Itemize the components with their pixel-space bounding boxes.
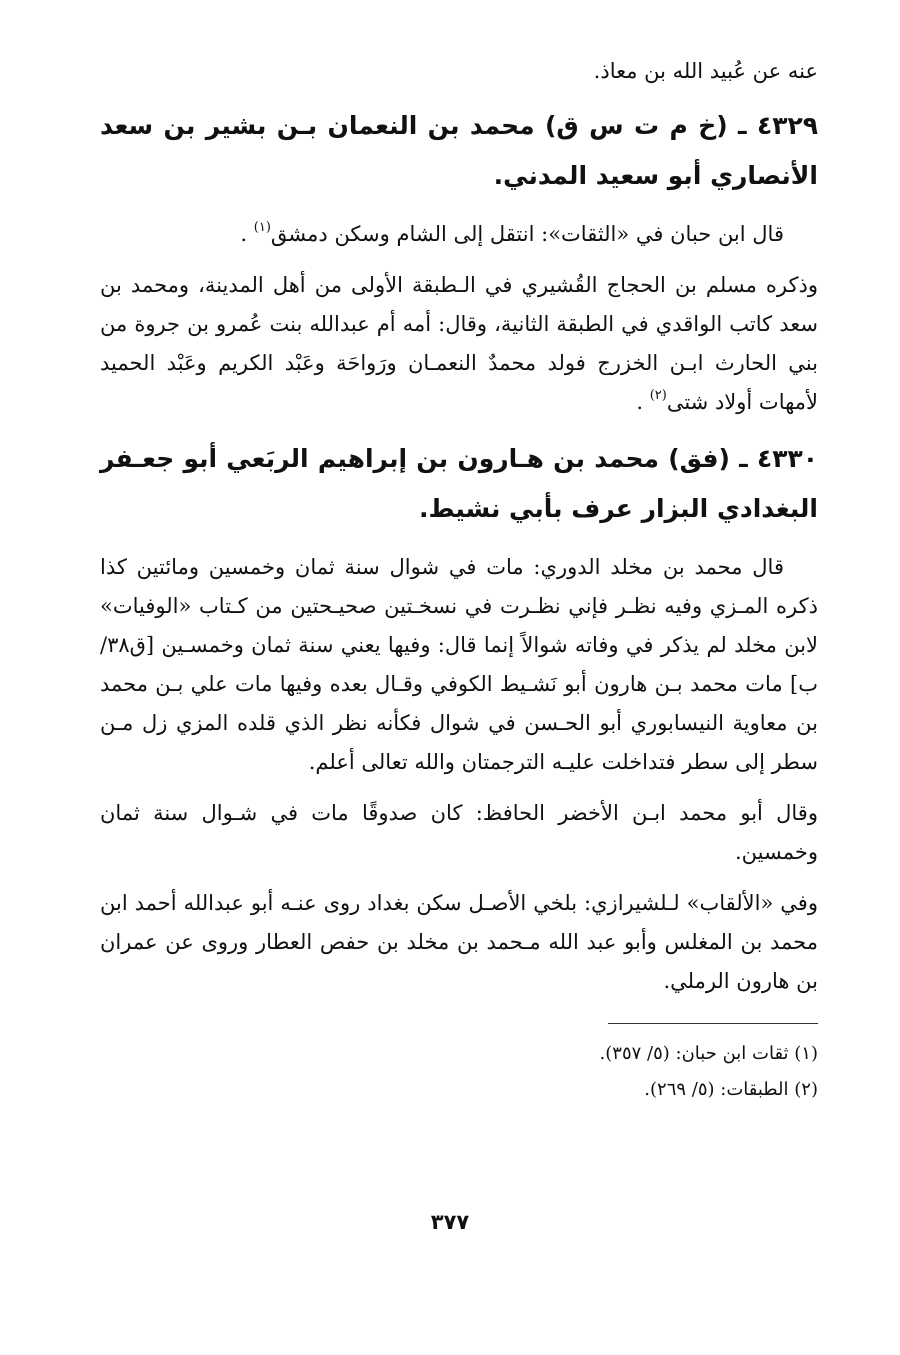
entry-4329-paragraph-2 [100, 266, 818, 422]
book-page [100, 52, 818, 1108]
footnote-marker-1: (١) [253, 220, 271, 235]
entry-4329-paragraph-2-end: . [636, 390, 650, 414]
entry-4329-paragraph-1-text: قال ابن حبان في «الثقات»: انتقل إلى الشام وسكن دمشق [270, 222, 784, 246]
footnote-1: (١) ثقات ابن حبان: (٥/ ٣٥٧). [599, 1043, 818, 1064]
entry-4329-paragraph-1-end: . [240, 222, 254, 246]
footnote-divider [608, 1023, 818, 1024]
entry-4329-paragraph-2-text: وذكره مسلم بن الحجاج القُشيري في الـطبقة الأولى من أهل المدينة، ومحمد بن سعد كاتب الواقدي في الطبقة الثانية، وقال: أمه أم عبدالله بنت عُمرو بن جروة من بني الحارث ابـن الخزرج فولد محمدٌ النعمـان ورَواحَة وعَبْد الكريم وعَبْد الحميد لأمهات أولاد شتى [100, 273, 818, 414]
entry-4329-paragraph-1 [100, 215, 818, 254]
footnote-2: (٢) الطبقات: (٥/ ٢٦٩). [644, 1079, 818, 1100]
footnote-marker-2: (٢) [649, 388, 667, 403]
entry-heading-4329: ٤٣٢٩ ـ (خ م ت س ق) محمد بن النعمان بـن بشير بن سعد الأنصاري أبو سعيد المدني. [100, 111, 818, 190]
footnotes [100, 1036, 818, 1108]
page-number: ٣٧٧ [430, 1210, 470, 1234]
entry-4330-paragraph-2: وقال أبو محمد ابـن الأخضر الحافظ: كان صدوقًا مات في شـوال سنة ثمان وخمسين. [100, 801, 818, 864]
continuation-line: عنه عن عُبيد الله بن معاذ. [593, 59, 818, 83]
entry-4330-paragraph-3: وفي «الألقاب» لـلشيرازي: بلخي الأصـل سكن بغداد روى عنـه أبو عبدالله أحمد ابن محمد بن المغلس وأبو عبد الله مـحمد بن مخلد بن حفص العطار وروى عن عمران بن هارون الرملي. [100, 891, 818, 993]
entry-4330-paragraph-1: قال محمد بن مخلد الدوري: مات في شوال سنة ثمان وخمسين ومائتين كذا ذكره المـزي وفيه نظـر فإني نظـرت في نسخـتين صحيـحتين من كـتاب «الوفيات» لابن مخلد لم يذكر في وفاته شوالاً إنما قال: وفيها يعني سنة ثمان وخمسـين [ق٣٨/ب] مات محمد بـن هارون أبو نَشـيط الكوفي وقـال بعده وفيها مات علي بـن محمد بن معاوية النيسابوري أبو الحـسن في شوال فكأنه نظر الذي قلده المزي زل مـن سطر إلى سطر فتداخلت عليـه الترجمتان والله تعالى أعلم. [100, 555, 818, 774]
entry-heading-4330: ٤٣٣٠ ـ (فق) محمد بن هـارون بن إبراهيم الربَعي أبو جعـفر البغدادي البزار عرف بأبي نشيط. [100, 444, 818, 523]
